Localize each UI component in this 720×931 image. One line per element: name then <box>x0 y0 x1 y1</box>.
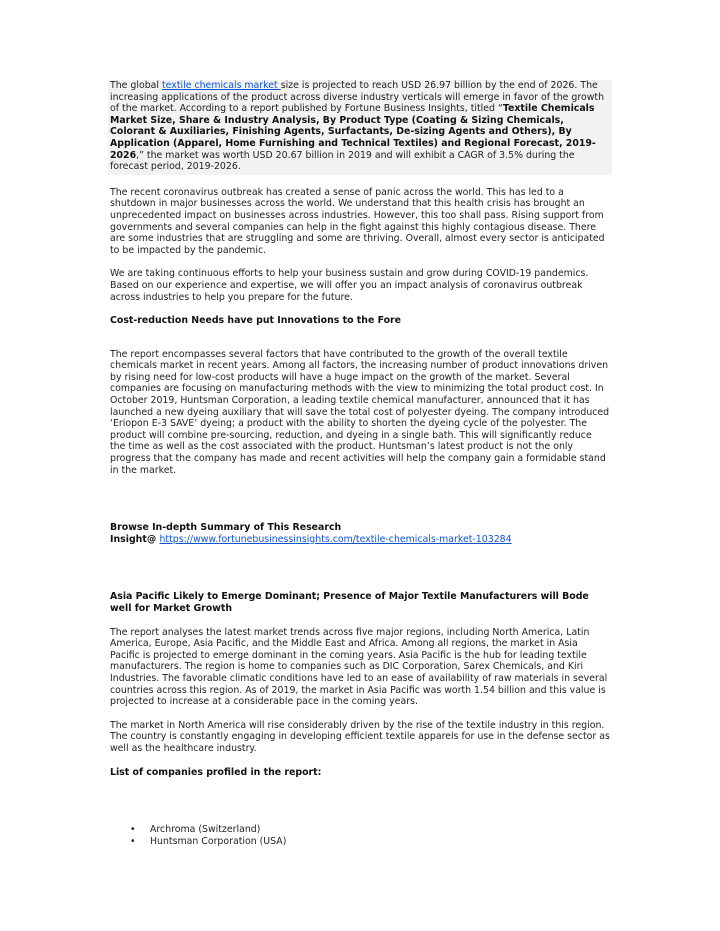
spacer <box>110 545 610 591</box>
intro-paragraph <box>108 80 612 175</box>
bullet-icon: • <box>130 824 136 836</box>
list-item <box>110 824 610 836</box>
report-title: Textile Chemicals Market Size, Share & Industry Analysis, By Product Type (Coating & Sizing Chemicals, Colorant & Auxiliaries, Finishing Agents, Surfactants, De-sizing Agents and Others), By Application (Apparel, Home Furnishing and Technical Textiles) and Regional Forecast, 2019-2026 <box>110 103 596 161</box>
cost-reduction-heading: Cost-reduction Needs have put Innovations to the Fore <box>110 315 402 327</box>
spacer <box>110 778 610 824</box>
textile-chemicals-market-link[interactable]: textile chemicals market <box>162 80 281 91</box>
list-item <box>110 836 610 848</box>
support-paragraph: We are taking continuous efforts to help your business sustain and grow during COVID-19 pandemics. Based on our experience and expertise, we will offer you an impact analysis of coronavirus outbreak across industries to help you prepare for the future. <box>110 268 589 303</box>
bullet-icon: • <box>130 835 136 847</box>
covid-paragraph: The recent coronavirus outbreak has created a sense of panic across the world. This has led to a shutdown in major businesses across the world. We understand that this health crisis has brought an unprecedented impact on businesses across industries. However, this too shall pass. Rising support from governments and several companies can help in the fight against this highly contagious disease. There are some industries that are struggling and some are thriving. Overall, almost every sector is anticipated to be impacted by the pandemic. <box>110 186 605 256</box>
spacer <box>110 303 610 315</box>
spacer <box>110 476 610 522</box>
north-america-paragraph: The market in North America will rise considerably driven by the rise of the textile industry in this region. The country is constantly engaging in developing efficient textile apparels for use in the defense sector as well as the healthcare industry. <box>110 719 610 754</box>
spacer <box>110 175 610 187</box>
spacer <box>110 755 610 767</box>
asia-pacific-heading: Asia Pacific Likely to Emerge Dominant; Presence of Major Textile Manufacturers will Bode well for Market Growth <box>110 591 589 614</box>
company-name: Huntsman Corporation (USA) <box>150 835 287 847</box>
report-url-link[interactable]: https://www.fortunebusinessinsights.com/textile-chemicals-market-103284 <box>159 533 512 545</box>
company-name: Archroma (Switzerland) <box>150 824 261 836</box>
companies-list <box>110 824 610 847</box>
intro-suffix: ,” the market was worth USD 20.67 billion in 2019 and will exhibit a CAGR of 3.5% during the forecast period, 2019-2026. <box>110 149 575 173</box>
spacer <box>110 327 610 349</box>
cost-reduction-paragraph: The report encompasses several factors that have contributed to the growth of the overall textile chemicals market in recent years. Among all factors, the increasing number of product innovations driven by rising need for low-cost products will have a huge impact on the growth of the market. Several companies are focusing on manufacturing methods with the view to minimizing the total product cost. In October 2019, Huntsman Corporation, a leading textile chemical manufacturer, announced that it has launched a new dyeing auxiliary that will save the total cost of polyester dyeing. The company introduced ‘Eriopon E-3 SAVE’ dyeing; a product with the ability to shorten the dyeing cycle of the polyester. The product will combine pre-sourcing, reduction, and dyeing in a single bath. This will significantly reduce the time as well as the cost associated with the product. Huntsman’s latest product is not the only progress that the company has made and recent activities will help the company gain a formidable stand in the market. <box>110 348 610 476</box>
spacer <box>110 708 610 720</box>
document-page <box>110 80 610 847</box>
browse-summary-line: Browse In-depth Summary of This Research <box>110 522 342 534</box>
intro-middle: size is projected to reach USD 26.97 billion by the end of 2026. The increasing applications of the product across diverse industry verticals will emerge in favor of the growth of the market. According to a report published by Fortune Business Insights, titled “ <box>110 80 605 115</box>
companies-heading: List of companies profiled in the report: <box>110 766 322 778</box>
insight-label: Insight@ <box>110 533 160 545</box>
intro-prefix: The global <box>110 80 162 91</box>
spacer <box>110 615 610 627</box>
asia-pacific-paragraph: The report analyses the latest market trends across five major regions, including North America, Latin America, Europe, Asia Pacific, and the Middle East and Africa. Among all regions, the market in Asia Pacific is projected to emerge dominant in the coming years. Asia Pacific is the hub for leading textile manufacturers. The region is home to companies such as DIC Corporation, Sarex Chemicals, and Kiri Industries. The favorable climatic conditions have led to an ease of availability of raw materials in several countries across this region. As of 2019, the market in Asia Pacific was worth 1.54 billion and this value is projected to increase at a considerable pace in the coming years. <box>110 626 608 708</box>
browse-insight-line <box>110 534 610 546</box>
spacer <box>110 256 610 268</box>
